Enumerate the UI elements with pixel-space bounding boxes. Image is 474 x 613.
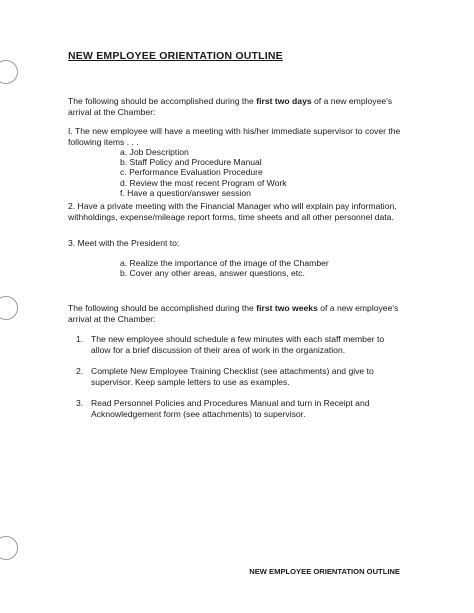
list-item: d. Review the most recent Program of Work	[120, 177, 287, 188]
list-item: a. Job Description	[120, 147, 189, 157]
item-number: 3.	[76, 398, 84, 408]
intro-first-two-days: The following should be accomplished during the first two days of a new employee's arrival at the Chamber:	[68, 96, 393, 117]
week-items-list	[76, 334, 406, 430]
page-footer: NEW EMPLOYEE ORIENTATION OUTLINE	[249, 567, 400, 576]
list-item	[76, 398, 406, 420]
item-1-sublist	[120, 147, 287, 198]
punch-hole-middle	[0, 296, 18, 320]
punch-hole-bottom	[0, 536, 18, 560]
item-text: The new employee should schedule a few minutes with each staff member to allow for a brief discussion of their area of work in the organization.	[91, 334, 385, 355]
list-item: b. Cover any other areas, answer questions, etc.	[120, 268, 305, 279]
list-item	[76, 366, 406, 388]
item-1-text: I. The new employee will have a meeting with his/her immediate supervisor to cover the following items . . .	[68, 126, 401, 147]
page-title: NEW EMPLOYEE ORIENTATION OUTLINE	[68, 50, 283, 62]
item-number: 2.	[76, 366, 84, 376]
item-3-text: 3. Meet with the President to:	[68, 238, 180, 248]
list-item: a. Realize the importance of the image of the Chamber	[120, 258, 329, 268]
item-3-sublist	[120, 258, 329, 278]
item-2-text: 2. Have a private meeting with the Financial Manager who will explain pay information, withholdings, expense/mileage report forms, time sheets and all other personnel data.	[68, 201, 397, 222]
item-text: Read Personnel Policies and Procedures Manual and turn in Receipt and Acknowledgement form (see attachments) to supervisor.	[91, 398, 370, 419]
list-item: c. Performance Evaluation Procedure	[120, 167, 263, 178]
list-item: f. Have a question/answer session	[120, 187, 251, 198]
intro-first-two-weeks: The following should be accomplished during the first two weeks of a new employee's arrival at the Chamber:	[68, 303, 399, 324]
item-text: Complete New Employee Training Checklist (see attachments) and give to supervisor. Keep sample letters to use as examples.	[91, 366, 374, 387]
punch-hole-top	[0, 60, 18, 84]
item-number: 1.	[76, 334, 84, 344]
list-item	[76, 334, 406, 356]
list-item: b. Staff Policy and Procedure Manual	[120, 157, 262, 168]
